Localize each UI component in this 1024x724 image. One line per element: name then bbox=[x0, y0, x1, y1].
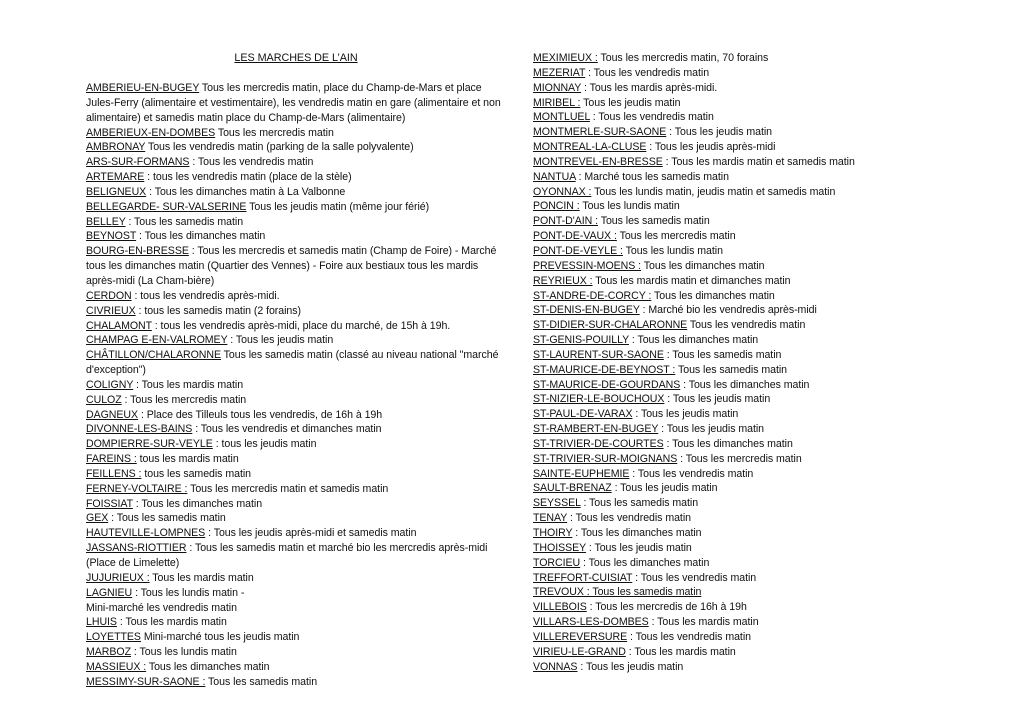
market-entry bbox=[86, 215, 506, 230]
market-schedule: : Tous les vendredis matin bbox=[585, 66, 710, 79]
market-list-left bbox=[86, 81, 506, 690]
town-name: COLIGNY bbox=[86, 378, 134, 391]
town-name: AMBERIEUX-EN-DOMBES bbox=[86, 126, 216, 139]
market-entry bbox=[533, 155, 973, 170]
market-entry bbox=[86, 348, 506, 378]
market-schedule: Tous les mercredis matin, place du Champ-de-Mars et place Jules-Ferry (alimentaire et vestimentaire), les vendredis matin en gare (alimentaire et non alimentaire) et samedis matin place du Champ-de-Mars (alimentaire) bbox=[86, 82, 501, 124]
town-name: THOISSEY bbox=[533, 541, 586, 554]
market-schedule: : Tous les jeudis matin bbox=[227, 334, 334, 347]
market-entry bbox=[86, 333, 506, 348]
town-name: MEZERIAT bbox=[533, 66, 586, 79]
market-entry bbox=[86, 319, 506, 334]
market-entry bbox=[86, 155, 506, 170]
market-schedule: Tous les dimanches matin bbox=[641, 259, 765, 272]
market-entry bbox=[533, 170, 973, 185]
town-name: VONNAS bbox=[533, 660, 578, 673]
market-entry bbox=[86, 81, 506, 126]
market-schedule: : Marché bio les vendredis après-midi bbox=[639, 304, 817, 317]
market-entry bbox=[86, 437, 506, 452]
town-name: TENAY bbox=[533, 512, 568, 525]
town-name: LAGNIEU bbox=[86, 586, 133, 599]
market-entry bbox=[533, 392, 973, 407]
market-schedule: Tous les mardis matin et dimanches matin bbox=[592, 274, 791, 287]
market-entry bbox=[86, 660, 506, 675]
town-name: GEX bbox=[86, 512, 109, 525]
market-schedule: : Tous les jeudis matin bbox=[585, 541, 692, 554]
town-name: FAREINS : bbox=[86, 453, 137, 466]
market-schedule: : Tous les jeudis après-midi et samedis matin bbox=[205, 527, 417, 540]
market-entry bbox=[533, 81, 973, 96]
market-entry bbox=[533, 229, 973, 244]
market-schedule: Tous les samedis matin bbox=[675, 363, 787, 376]
town-name: SAINTE-EUPHEMIE bbox=[533, 467, 630, 480]
market-entry bbox=[533, 51, 973, 66]
market-entry bbox=[86, 452, 506, 467]
market-entry bbox=[86, 289, 506, 304]
market-entry bbox=[86, 630, 506, 645]
market-schedule: Tous les mardis matin bbox=[149, 571, 254, 584]
market-entry bbox=[86, 185, 506, 200]
market-schedule: : tous les vendredis après-midi. bbox=[131, 289, 280, 302]
market-schedule: : Tous les samedis matin et marché bio les mercredis après-midi (Place de Limelette) bbox=[86, 542, 488, 569]
town-name: CIVRIEUX bbox=[86, 304, 136, 317]
market-entry bbox=[86, 497, 506, 512]
market-entry bbox=[533, 452, 973, 467]
market-entry bbox=[86, 229, 506, 244]
market-schedule: : Marché tous les samedis matin bbox=[575, 170, 729, 183]
market-schedule: : Tous les dimanches matin bbox=[628, 334, 759, 347]
town-name: MONTLUEL bbox=[533, 111, 590, 124]
market-entry bbox=[533, 645, 973, 660]
town-name: PONCIN : bbox=[533, 200, 580, 213]
town-name: MIRIBEL : bbox=[533, 96, 581, 109]
town-name: JUJURIEUX : bbox=[86, 571, 150, 584]
market-schedule: Mini-marché tous les jeudis matin bbox=[140, 631, 300, 644]
market-schedule: Tous les lundis matin bbox=[579, 200, 680, 213]
market-schedule: Tous les vendredis matin (parking de la salle polyvalente) bbox=[145, 141, 414, 154]
town-name: ST-GENIS-POUILLY bbox=[533, 334, 629, 347]
market-entry bbox=[86, 140, 506, 155]
market-schedule: : Tous les mardis matin et samedis matin bbox=[662, 155, 855, 168]
market-schedule: : tous les jeudis matin bbox=[212, 438, 317, 451]
market-schedule: : Tous les mardis matin bbox=[116, 616, 227, 629]
market-schedule: : Tous les mardis matin bbox=[133, 378, 244, 391]
market-schedule: : Tous les dimanches matin bbox=[680, 378, 810, 391]
market-schedule: Tous les vendredis matin bbox=[687, 319, 806, 332]
market-entry bbox=[533, 303, 973, 318]
market-schedule: : Tous les vendredis matin bbox=[589, 111, 714, 124]
town-name: MONTREVEL-EN-BRESSE bbox=[533, 155, 663, 168]
town-name: SAULT-BRENAZ bbox=[533, 482, 612, 495]
town-name: VIRIEU-LE-GRAND bbox=[533, 645, 626, 658]
town-name: DIVONNE-LES-BAINS bbox=[86, 423, 193, 436]
town-name: MASSIEUX : bbox=[86, 660, 147, 673]
town-name: PONT-DE-VAUX : bbox=[533, 230, 617, 243]
page-title: LES MARCHES DE L’AIN bbox=[234, 52, 358, 64]
town-name: FEILLENS : bbox=[86, 467, 142, 480]
market-schedule: : Tous les lundis matin bbox=[131, 646, 237, 659]
town-name: LHUIS bbox=[86, 616, 117, 629]
market-schedule: Tous les samedis matin (classé au niveau national "marché d'exception") bbox=[86, 349, 499, 377]
market-schedule: : Tous les jeudis matin bbox=[666, 126, 773, 139]
town-name: CERDON bbox=[86, 289, 132, 302]
market-entry bbox=[86, 378, 506, 393]
market-entry bbox=[86, 675, 506, 690]
market-schedule: : Tous les mercredis matin bbox=[121, 393, 247, 406]
town-name: TREFFORT-CUISIAT bbox=[533, 571, 633, 584]
town-name: ST-DENIS-EN-BUGEY bbox=[533, 304, 640, 317]
market-schedule: : Tous les vendredis matin bbox=[567, 512, 691, 525]
market-schedule: Tous les samedis matin bbox=[598, 215, 710, 228]
market-entry bbox=[533, 571, 973, 586]
town-name: ARS-SUR-FORMANS bbox=[86, 156, 190, 169]
town-name: ST-MAURICE-DE-BEYNOST : bbox=[533, 363, 676, 376]
market-entry bbox=[86, 571, 506, 586]
market-entry bbox=[86, 422, 506, 437]
market-schedule: : tous les vendredis après-midi, place du marché, de 15h à 19h. bbox=[151, 319, 451, 332]
market-entry bbox=[86, 467, 506, 482]
town-name: BEYNOST bbox=[86, 230, 137, 243]
market-schedule: Tous les samedis matin bbox=[205, 675, 318, 688]
town-name: CHAMPAG E-EN-VALROMEY bbox=[86, 334, 228, 347]
town-name: ST-ANDRE-DE-CORCY : bbox=[533, 289, 652, 302]
market-entry bbox=[86, 511, 506, 526]
market-entry bbox=[533, 110, 973, 125]
town-name: AMBRONAY bbox=[86, 141, 146, 154]
market-entry bbox=[86, 170, 506, 185]
market-schedule: Tous les dimanches matin bbox=[651, 289, 775, 302]
market-schedule: : Tous les lundis matin - bbox=[132, 586, 245, 599]
town-name: DAGNEUX bbox=[86, 408, 139, 421]
market-schedule: : Tous les dimanches matin à La Valbonne bbox=[146, 185, 346, 198]
market-schedule: Tous les dimanches matin bbox=[146, 660, 270, 673]
market-schedule: : Tous les mercredis matin bbox=[677, 452, 802, 465]
market-schedule: Mini-marché les vendredis matin bbox=[86, 601, 237, 614]
market-entry bbox=[533, 467, 973, 482]
town-name: VILLEREVERSURE bbox=[533, 630, 628, 643]
market-entry bbox=[533, 259, 973, 274]
market-entry bbox=[533, 481, 973, 496]
market-schedule: : Tous les samedis matin bbox=[580, 497, 699, 510]
town-name: TREVOUX : Tous les samedis matin bbox=[533, 586, 702, 599]
market-schedule: Tous les jeudis matin bbox=[580, 96, 681, 109]
market-entry bbox=[86, 408, 506, 423]
town-name: CULOZ bbox=[86, 393, 122, 406]
market-entry bbox=[533, 407, 973, 422]
market-schedule: tous les mardis matin bbox=[136, 453, 239, 466]
market-entry bbox=[86, 200, 506, 215]
town-name: OYONNAX : bbox=[533, 185, 592, 198]
market-entry bbox=[533, 422, 973, 437]
market-schedule: : Tous les mardis matin bbox=[625, 645, 736, 658]
town-name: MONTMERLE-SUR-SAONE bbox=[533, 126, 667, 139]
town-name: DOMPIERRE-SUR-VEYLE bbox=[86, 438, 213, 451]
town-name: ST-MAURICE-DE-GOURDANS bbox=[533, 378, 681, 391]
town-name: CHÂTILLON/CHALARONNE bbox=[86, 349, 221, 362]
market-entry bbox=[86, 244, 506, 289]
market-entry bbox=[533, 541, 973, 556]
market-entry bbox=[86, 393, 506, 408]
market-entry bbox=[533, 600, 973, 615]
town-name: VILLARS-LES-DOMBES bbox=[533, 616, 649, 629]
town-name: PREVESSIN-MOENS : bbox=[533, 259, 642, 272]
market-entry bbox=[533, 66, 973, 81]
town-name: LOYETTES bbox=[86, 631, 141, 644]
market-list-right bbox=[533, 51, 973, 674]
town-name: VILLEBOIS bbox=[533, 601, 587, 614]
market-schedule: : Tous les dimanches matin bbox=[572, 527, 702, 539]
market-entry bbox=[86, 482, 506, 497]
town-name: FERNEY-VOLTAIRE : bbox=[86, 482, 188, 495]
town-name: MIONNAY bbox=[533, 81, 582, 94]
market-schedule: : Tous les dimanches matin bbox=[132, 497, 263, 510]
town-name: JASSANS-RIOTTIER bbox=[86, 542, 187, 555]
right-column bbox=[533, 51, 973, 674]
market-schedule: : Tous les mercredis de 16h à 19h bbox=[586, 601, 747, 614]
market-entry bbox=[533, 585, 973, 600]
market-schedule: : Tous les dimanches matin bbox=[580, 556, 710, 569]
town-name: ARTEMARE bbox=[86, 171, 145, 184]
market-schedule: Tous les jeudis matin (même jour férié) bbox=[246, 200, 430, 213]
market-entry bbox=[533, 244, 973, 259]
market-entry bbox=[533, 363, 973, 378]
town-name: BELIGNEUX bbox=[86, 185, 147, 198]
market-schedule: Tous les mercredis matin, 70 forains bbox=[597, 52, 769, 64]
market-schedule: : Tous les jeudis matin bbox=[658, 423, 764, 436]
town-name: PONT-DE-VEYLE : bbox=[533, 244, 623, 257]
market-schedule: Tous les lundis matin, jeudis matin et samedis matin bbox=[591, 185, 836, 198]
market-schedule: : Tous les vendredis matin bbox=[629, 467, 754, 480]
market-entry bbox=[533, 199, 973, 214]
market-entry bbox=[533, 318, 973, 333]
market-schedule: : tous les samedis matin (2 forains) bbox=[135, 304, 301, 317]
market-entry bbox=[86, 304, 506, 319]
market-entry bbox=[533, 348, 973, 363]
town-name: ST-TRIVIER-SUR-MOIGNANS bbox=[533, 452, 678, 465]
town-name: ST-RAMBERT-EN-BUGEY bbox=[533, 423, 659, 436]
market-schedule: : Tous les mercredis et samedis matin (Champ de Foire) - Marché tous les dimanches matin (Quartier des Vennes) - Foire aux bestiaux tous les mardis après-midi (La Cham-bière) bbox=[86, 245, 497, 287]
town-name: MEXIMIEUX : bbox=[533, 52, 598, 64]
market-entry bbox=[86, 541, 506, 571]
town-name: BELLEGARDE- SUR-VALSERINE bbox=[86, 200, 247, 213]
market-schedule: : Tous les samedis matin bbox=[663, 348, 782, 361]
town-name: SEYSSEL bbox=[533, 497, 581, 510]
market-schedule: : Tous les mardis matin bbox=[648, 616, 759, 629]
market-schedule: Tous les mercredis matin bbox=[215, 126, 334, 139]
market-schedule: : Tous les jeudis matin bbox=[632, 408, 739, 421]
town-name: MESSIMY-SUR-SAONE : bbox=[86, 675, 206, 688]
market-entry bbox=[533, 289, 973, 304]
market-entry bbox=[533, 556, 973, 571]
market-schedule: : Place des Tilleuls tous les vendredis, de 16h à 19h bbox=[138, 408, 383, 421]
town-name: CHALAMONT bbox=[86, 319, 152, 332]
town-name: FOISSIAT bbox=[86, 497, 133, 510]
market-entry bbox=[533, 437, 973, 452]
market-schedule: : Tous les dimanches matin bbox=[663, 437, 793, 450]
market-entry bbox=[533, 140, 973, 155]
market-entry bbox=[533, 214, 973, 229]
town-name: BOURG-EN-BRESSE bbox=[86, 245, 189, 258]
town-name: ST-TRIVIER-DE-COURTES bbox=[533, 437, 664, 450]
market-entry bbox=[533, 274, 973, 289]
market-schedule: : Tous les jeudis après-midi bbox=[646, 141, 776, 154]
market-entry bbox=[533, 378, 973, 393]
market-schedule: : Tous les vendredis et dimanches matin bbox=[192, 423, 382, 436]
market-schedule: : Tous les vendredis matin bbox=[632, 571, 757, 584]
market-schedule: : Tous les jeudis matin bbox=[664, 393, 771, 406]
market-schedule: : Tous les jeudis matin bbox=[611, 482, 718, 495]
market-entry bbox=[86, 126, 506, 141]
market-entry bbox=[533, 96, 973, 111]
market-schedule: : Tous les jeudis matin bbox=[577, 660, 684, 673]
market-entry bbox=[533, 630, 973, 645]
market-schedule: : Tous les mardis après-midi. bbox=[581, 81, 718, 94]
market-schedule: Tous les mercredis matin et samedis matin bbox=[187, 482, 389, 495]
town-name: HAUTEVILLE-LOMPNES bbox=[86, 527, 206, 540]
town-name: ST-LAURENT-SUR-SAONE bbox=[533, 348, 664, 361]
market-entry bbox=[86, 586, 506, 616]
town-name: PONT-D'AIN : bbox=[533, 215, 598, 228]
town-name: NANTUA bbox=[533, 170, 576, 183]
market-entry bbox=[86, 526, 506, 541]
town-name: BELLEY bbox=[86, 215, 126, 228]
market-schedule: : Tous les dimanches matin bbox=[136, 230, 266, 243]
town-name: MARBOZ bbox=[86, 646, 132, 659]
town-name: ST-PAUL-DE-VARAX bbox=[533, 408, 633, 421]
market-schedule: : tous les vendredis matin (place de la stèle) bbox=[144, 171, 352, 184]
market-entry bbox=[533, 660, 973, 675]
market-entry bbox=[86, 615, 506, 630]
town-name: ST-DIDIER-SUR-CHALARONNE bbox=[533, 319, 688, 332]
market-entry bbox=[533, 185, 973, 200]
market-schedule: : Tous les samedis matin bbox=[125, 215, 244, 228]
market-entry bbox=[533, 125, 973, 140]
town-name: TORCIEU bbox=[533, 556, 581, 569]
market-entry bbox=[533, 526, 973, 541]
town-name: MONTREAL-LA-CLUSE bbox=[533, 141, 647, 154]
town-name: ST-NIZIER-LE-BOUCHOUX bbox=[533, 393, 665, 406]
market-schedule: : Tous les vendredis matin bbox=[189, 156, 314, 169]
market-entry bbox=[533, 333, 973, 348]
town-name: AMBERIEU-EN-BUGEY bbox=[86, 82, 200, 94]
market-schedule: Tous les lundis matin bbox=[622, 244, 723, 257]
market-entry bbox=[533, 511, 973, 526]
market-entry bbox=[86, 645, 506, 660]
town-name: THOIRY bbox=[533, 527, 573, 539]
town-name: REYRIEUX : bbox=[533, 274, 593, 287]
market-schedule: : Tous les vendredis matin bbox=[627, 630, 751, 643]
left-column bbox=[86, 0, 506, 690]
market-schedule: Tous les mercredis matin bbox=[616, 230, 736, 243]
market-schedule: : Tous les samedis matin bbox=[108, 512, 226, 525]
market-entry bbox=[533, 496, 973, 511]
market-schedule: tous les samedis matin bbox=[141, 467, 251, 480]
market-entry bbox=[533, 615, 973, 630]
